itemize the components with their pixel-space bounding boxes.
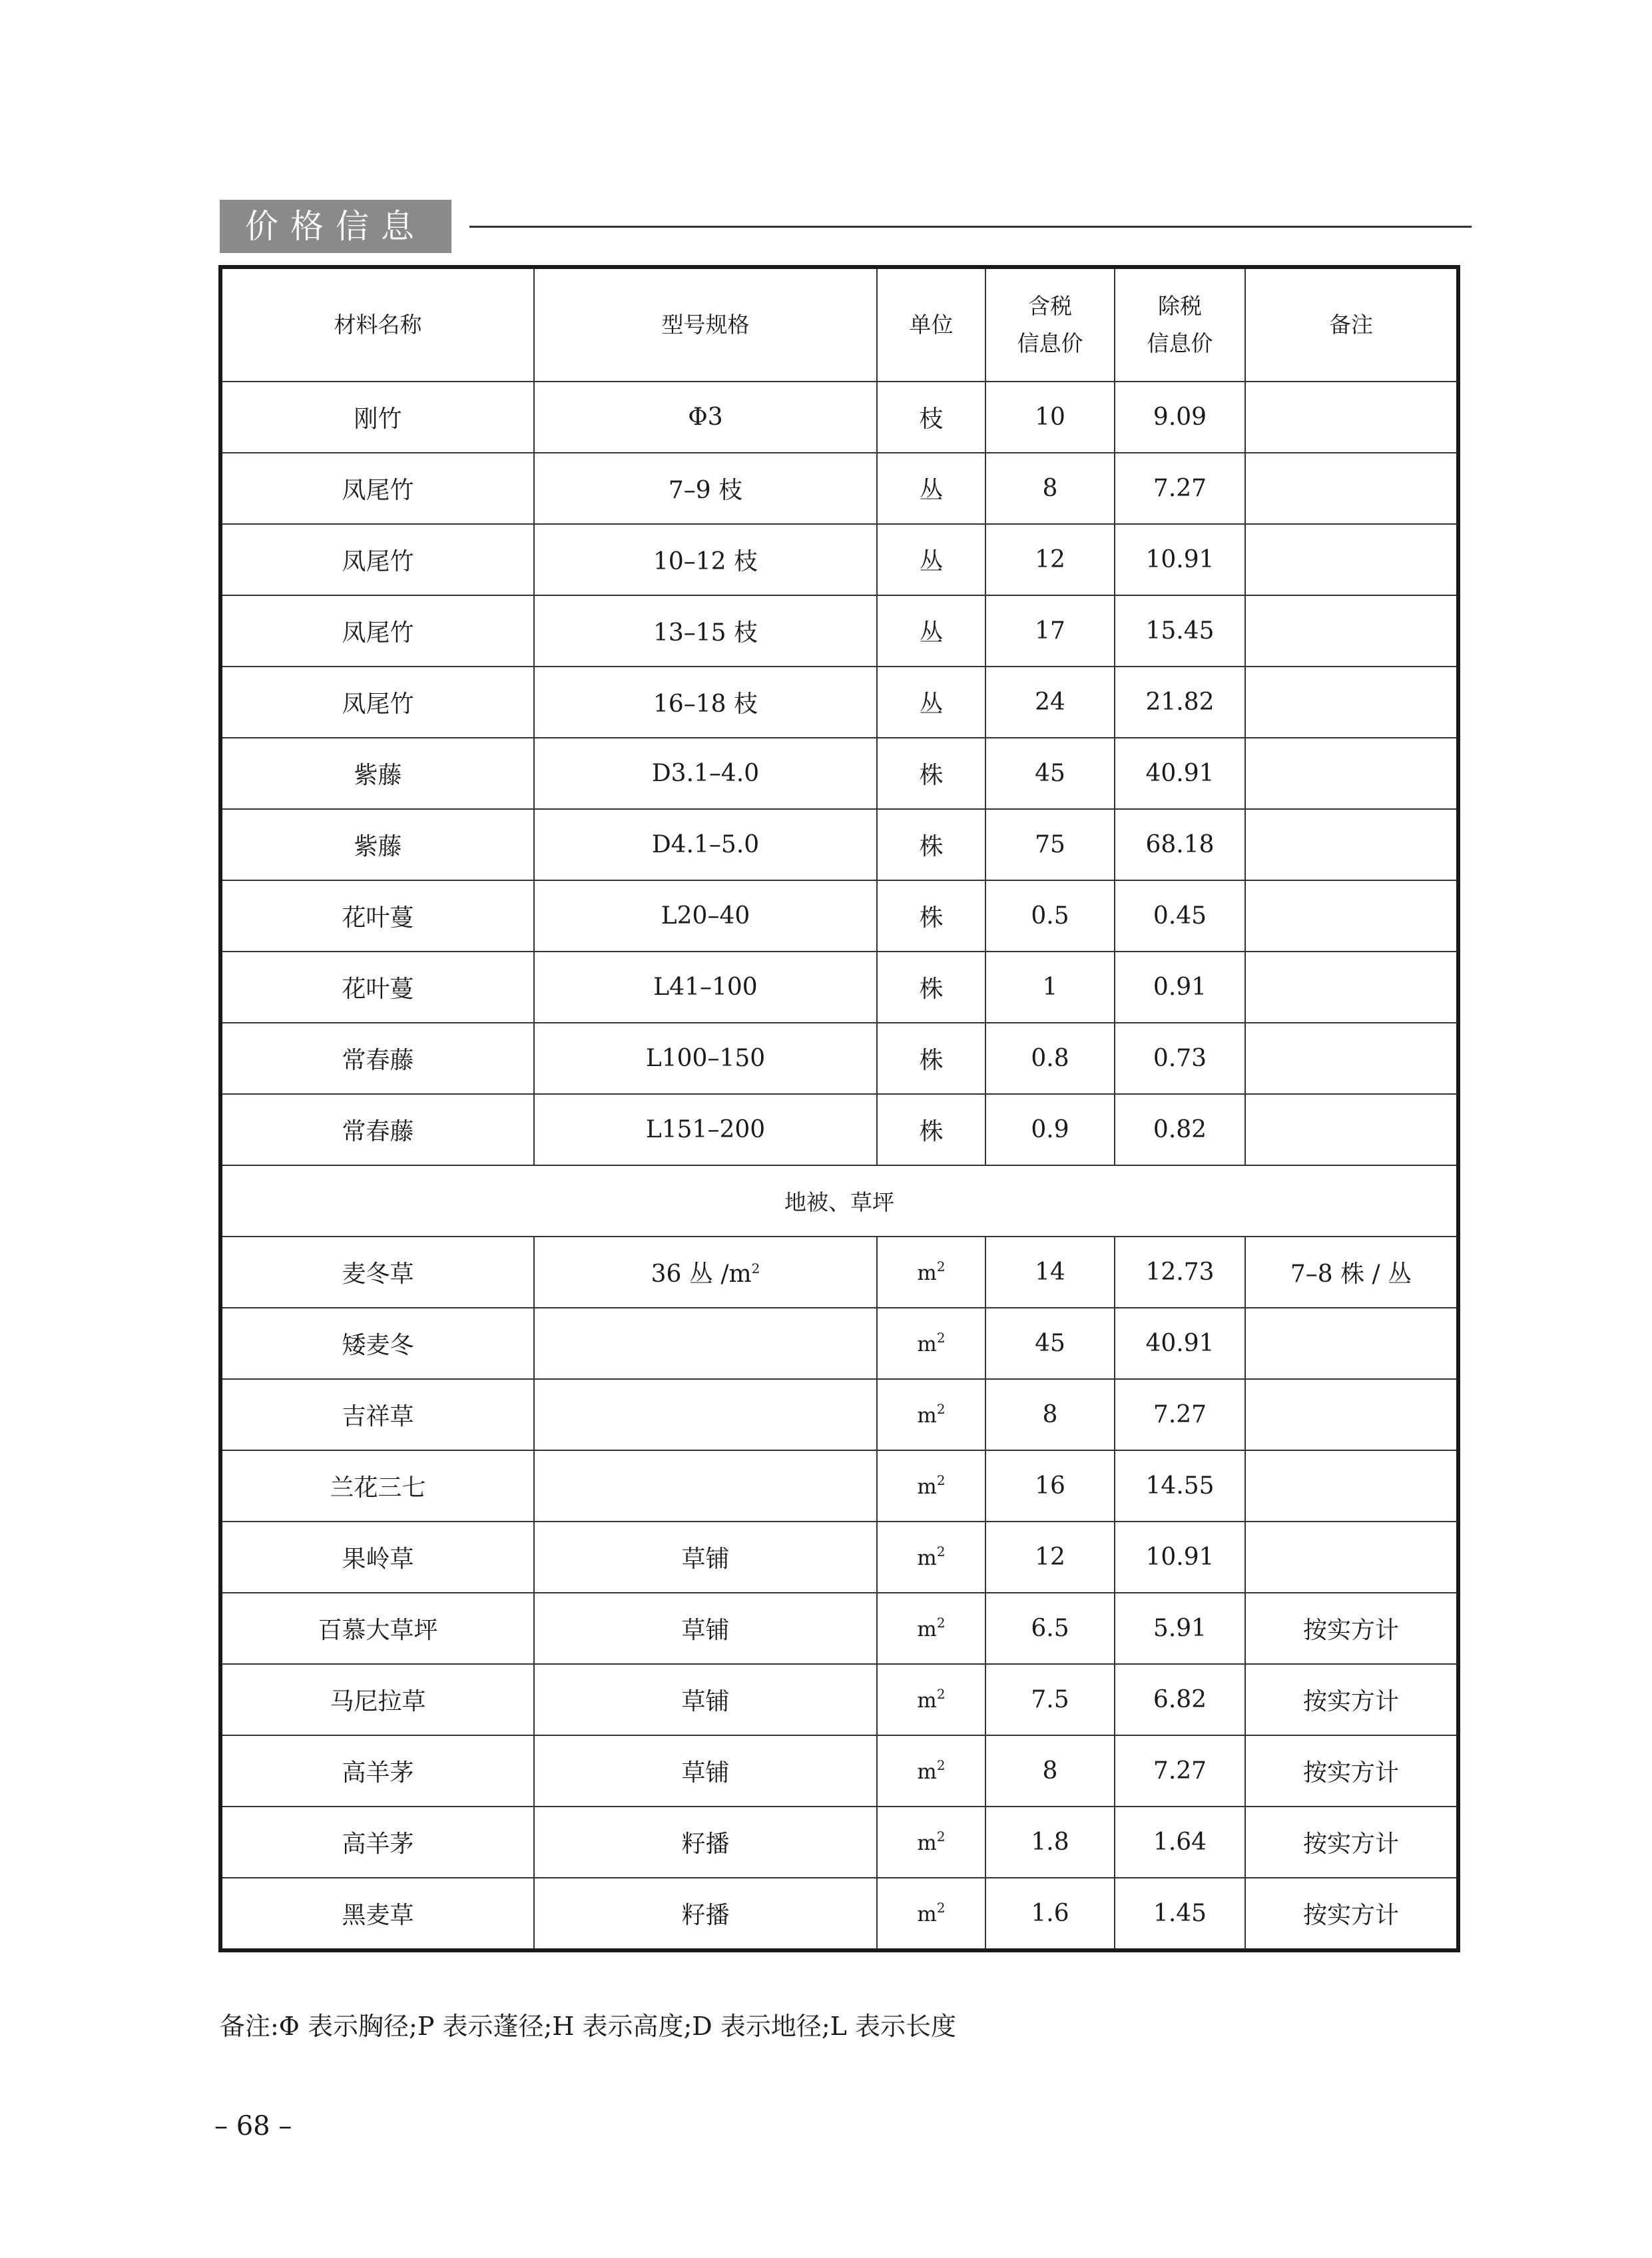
cell-price-excl: 1.64 — [1115, 1807, 1245, 1878]
cell-note: 按实方计 — [1245, 1807, 1458, 1878]
cell-note: 按实方计 — [1245, 1878, 1458, 1950]
cell-unit: 枝 — [877, 382, 985, 453]
cell-unit: 株 — [877, 952, 985, 1023]
price-table — [218, 265, 1460, 1952]
cell-price-incl: 45 — [985, 1308, 1115, 1379]
cell-unit — [877, 1878, 985, 1950]
cell-note — [1245, 1308, 1458, 1379]
table-row — [220, 1664, 1458, 1735]
cell-price-excl: 40.91 — [1115, 738, 1245, 809]
cell-price-incl: 10 — [985, 382, 1115, 453]
cell-name: 高羊茅 — [220, 1735, 534, 1807]
header-note: 备注 — [1245, 267, 1458, 382]
cell-unit — [877, 1593, 985, 1664]
cell-spec: L41–100 — [534, 952, 877, 1023]
cell-note — [1245, 809, 1458, 880]
header-unit: 单位 — [877, 267, 985, 382]
header-spec: 型号规格 — [534, 267, 877, 382]
table-row — [220, 1735, 1458, 1807]
table-row — [220, 1807, 1458, 1878]
table-row — [220, 1237, 1458, 1308]
unit-exponent: 2 — [936, 1401, 946, 1417]
cell-price-incl: 75 — [985, 809, 1115, 880]
unit-base: m — [917, 1404, 937, 1428]
cell-spec — [534, 1308, 877, 1379]
cell-price-excl: 21.82 — [1115, 667, 1245, 738]
table-row — [220, 952, 1458, 1023]
cell-price-excl: 10.91 — [1115, 524, 1245, 595]
table-body — [220, 382, 1458, 1950]
header-tax-excluded-line1: 除税 — [1158, 293, 1202, 319]
cell-price-excl: 0.45 — [1115, 880, 1245, 952]
page-number: – 68 – — [214, 2111, 292, 2141]
cell-name: 花叶蔓 — [220, 952, 534, 1023]
cell-spec: D3.1–4.0 — [534, 738, 877, 809]
cell-unit — [877, 1664, 985, 1735]
table-row — [220, 1094, 1458, 1165]
cell-price-excl: 0.73 — [1115, 1023, 1245, 1094]
cell-note — [1245, 524, 1458, 595]
unit-exponent: 2 — [936, 1615, 946, 1631]
unit-base: m — [917, 1332, 937, 1356]
cell-spec: L20–40 — [534, 880, 877, 952]
cell-price-excl: 40.91 — [1115, 1308, 1245, 1379]
table-row — [220, 1878, 1458, 1950]
cell-note — [1245, 880, 1458, 952]
cell-price-incl: 14 — [985, 1237, 1115, 1308]
spec-text: 草铺 — [681, 1759, 730, 1787]
cell-spec: Φ3 — [534, 382, 877, 453]
cell-name: 花叶蔓 — [220, 880, 534, 952]
cell-price-incl: 17 — [985, 595, 1115, 667]
table-row — [220, 809, 1458, 880]
table-header-row — [220, 267, 1458, 382]
unit-exponent: 2 — [936, 1900, 946, 1916]
cell-note — [1245, 667, 1458, 738]
cell-price-incl: 8 — [985, 1379, 1115, 1450]
cell-name: 兰花三七 — [220, 1450, 534, 1522]
table-row — [220, 880, 1458, 952]
unit-base: m — [917, 1902, 937, 1926]
cell-note: 按实方计 — [1245, 1593, 1458, 1664]
cell-price-incl: 6.5 — [985, 1593, 1115, 1664]
cell-note: 按实方计 — [1245, 1735, 1458, 1807]
cell-price-excl: 7.27 — [1115, 1379, 1245, 1450]
cell-spec: 10–12 枝 — [534, 524, 877, 595]
cell-name: 矮麦冬 — [220, 1308, 534, 1379]
cell-price-incl: 12 — [985, 524, 1115, 595]
spec-text: 36 丛 /m — [651, 1261, 752, 1288]
cell-name: 紫藤 — [220, 738, 534, 809]
cell-spec — [534, 1593, 877, 1664]
cell-name: 紫藤 — [220, 809, 534, 880]
cell-unit — [877, 1807, 985, 1878]
cell-price-excl: 9.09 — [1115, 382, 1245, 453]
unit-base: m — [917, 1261, 937, 1285]
spec-text: 草铺 — [681, 1688, 730, 1715]
cell-price-excl: 14.55 — [1115, 1450, 1245, 1522]
cell-unit: 株 — [877, 1023, 985, 1094]
unit-exponent: 2 — [936, 1757, 946, 1773]
cell-spec — [534, 1878, 877, 1950]
cell-name: 果岭草 — [220, 1522, 534, 1593]
cell-price-incl: 0.9 — [985, 1094, 1115, 1165]
cell-name: 凤尾竹 — [220, 453, 534, 524]
table-row — [220, 738, 1458, 809]
table-row — [220, 524, 1458, 595]
cell-name: 凤尾竹 — [220, 524, 534, 595]
section-row — [220, 1165, 1458, 1237]
cell-name: 常春藤 — [220, 1094, 534, 1165]
cell-spec: 13–15 枝 — [534, 595, 877, 667]
spec-text: 籽播 — [681, 1831, 730, 1858]
header-name: 材料名称 — [220, 267, 534, 382]
table-row — [220, 667, 1458, 738]
cell-price-incl: 24 — [985, 667, 1115, 738]
cell-note: 7–8 株 / 丛 — [1245, 1237, 1458, 1308]
cell-note — [1245, 1522, 1458, 1593]
cell-spec — [534, 1237, 877, 1308]
cell-price-incl: 1.6 — [985, 1878, 1115, 1950]
cell-unit — [877, 1308, 985, 1379]
cell-price-incl: 8 — [985, 1735, 1115, 1807]
cell-note — [1245, 738, 1458, 809]
section-label: 地被、草坪 — [220, 1165, 1458, 1237]
cell-price-incl: 8 — [985, 453, 1115, 524]
cell-price-incl: 7.5 — [985, 1664, 1115, 1735]
cell-price-incl: 1.8 — [985, 1807, 1115, 1878]
unit-exponent: 2 — [936, 1330, 946, 1346]
cell-name: 高羊茅 — [220, 1807, 534, 1878]
table-row — [220, 1023, 1458, 1094]
cell-price-excl: 10.91 — [1115, 1522, 1245, 1593]
cell-unit: 丛 — [877, 524, 985, 595]
cell-name: 黑麦草 — [220, 1878, 534, 1950]
cell-price-incl: 12 — [985, 1522, 1115, 1593]
cell-note — [1245, 952, 1458, 1023]
unit-base: m — [917, 1760, 937, 1784]
cell-price-excl: 15.45 — [1115, 595, 1245, 667]
cell-price-incl: 45 — [985, 738, 1115, 809]
header-tax-included-price — [985, 267, 1115, 382]
cell-name: 凤尾竹 — [220, 667, 534, 738]
cell-note — [1245, 595, 1458, 667]
header-rule — [469, 226, 1472, 228]
table-row — [220, 382, 1458, 453]
cell-unit — [877, 1522, 985, 1593]
unit-base: m — [917, 1617, 937, 1641]
spec-text: 籽播 — [681, 1902, 730, 1929]
section-title: 价格信息 — [220, 200, 451, 253]
cell-spec: L100–150 — [534, 1023, 877, 1094]
cell-name: 凤尾竹 — [220, 595, 534, 667]
cell-note — [1245, 1379, 1458, 1450]
cell-unit — [877, 1379, 985, 1450]
cell-name: 刚竹 — [220, 382, 534, 453]
cell-note — [1245, 453, 1458, 524]
cell-unit: 丛 — [877, 453, 985, 524]
cell-spec: D4.1–5.0 — [534, 809, 877, 880]
cell-price-excl: 12.73 — [1115, 1237, 1245, 1308]
spec-text: 草铺 — [681, 1546, 730, 1573]
header-tax-excluded-price — [1115, 267, 1245, 382]
cell-spec: 16–18 枝 — [534, 667, 877, 738]
cell-price-incl: 1 — [985, 952, 1115, 1023]
cell-spec: L151–200 — [534, 1094, 877, 1165]
table-row — [220, 453, 1458, 524]
cell-spec — [534, 1379, 877, 1450]
unit-base: m — [917, 1831, 937, 1855]
cell-spec — [534, 1807, 877, 1878]
table-row — [220, 595, 1458, 667]
table-row — [220, 1379, 1458, 1450]
cell-unit: 株 — [877, 738, 985, 809]
unit-exponent: 2 — [936, 1472, 946, 1488]
cell-name: 百慕大草坪 — [220, 1593, 534, 1664]
cell-price-incl: 0.5 — [985, 880, 1115, 952]
cell-name: 常春藤 — [220, 1023, 534, 1094]
cell-unit — [877, 1450, 985, 1522]
cell-spec — [534, 1450, 877, 1522]
header-tax-included-line1: 含税 — [1028, 293, 1072, 319]
cell-price-excl: 7.27 — [1115, 453, 1245, 524]
cell-name: 麦冬草 — [220, 1237, 534, 1308]
cell-note: 按实方计 — [1245, 1664, 1458, 1735]
cell-name: 马尼拉草 — [220, 1664, 534, 1735]
cell-spec — [534, 1522, 877, 1593]
cell-price-excl: 0.82 — [1115, 1094, 1245, 1165]
cell-name: 吉祥草 — [220, 1379, 534, 1450]
cell-unit: 丛 — [877, 595, 985, 667]
cell-note — [1245, 1450, 1458, 1522]
cell-note — [1245, 1023, 1458, 1094]
unit-exponent: 2 — [936, 1544, 946, 1559]
footnote: 备注:Φ 表示胸径;P 表示蓬径;H 表示高度;D 表示地径;L 表示长度 — [220, 2012, 956, 2041]
unit-exponent: 2 — [936, 1829, 946, 1844]
unit-exponent: 2 — [936, 1686, 946, 1702]
unit-base: m — [917, 1689, 937, 1713]
cell-price-excl: 5.91 — [1115, 1593, 1245, 1664]
table-row — [220, 1308, 1458, 1379]
unit-base: m — [917, 1475, 937, 1499]
cell-price-excl: 6.82 — [1115, 1664, 1245, 1735]
cell-price-excl: 7.27 — [1115, 1735, 1245, 1807]
cell-spec: 7–9 枝 — [534, 453, 877, 524]
table-row — [220, 1522, 1458, 1593]
cell-price-excl: 0.91 — [1115, 952, 1245, 1023]
cell-price-excl: 68.18 — [1115, 809, 1245, 880]
cell-price-incl: 0.8 — [985, 1023, 1115, 1094]
header-tax-included-line2: 信息价 — [1017, 330, 1083, 356]
header-tax-excluded-line2: 信息价 — [1147, 330, 1213, 356]
cell-unit: 株 — [877, 1094, 985, 1165]
cell-unit: 株 — [877, 880, 985, 952]
cell-spec — [534, 1664, 877, 1735]
cell-note — [1245, 1094, 1458, 1165]
table-row — [220, 1450, 1458, 1522]
cell-unit: 丛 — [877, 667, 985, 738]
table-row — [220, 1593, 1458, 1664]
spec-text: 草铺 — [681, 1617, 730, 1644]
cell-unit: 株 — [877, 809, 985, 880]
spec-superscript: 2 — [751, 1261, 760, 1276]
unit-base: m — [917, 1546, 937, 1570]
cell-price-excl: 1.45 — [1115, 1878, 1245, 1950]
cell-note — [1245, 382, 1458, 453]
cell-unit — [877, 1735, 985, 1807]
cell-spec — [534, 1735, 877, 1807]
cell-unit — [877, 1237, 985, 1308]
unit-exponent: 2 — [936, 1259, 946, 1274]
cell-price-incl: 16 — [985, 1450, 1115, 1522]
